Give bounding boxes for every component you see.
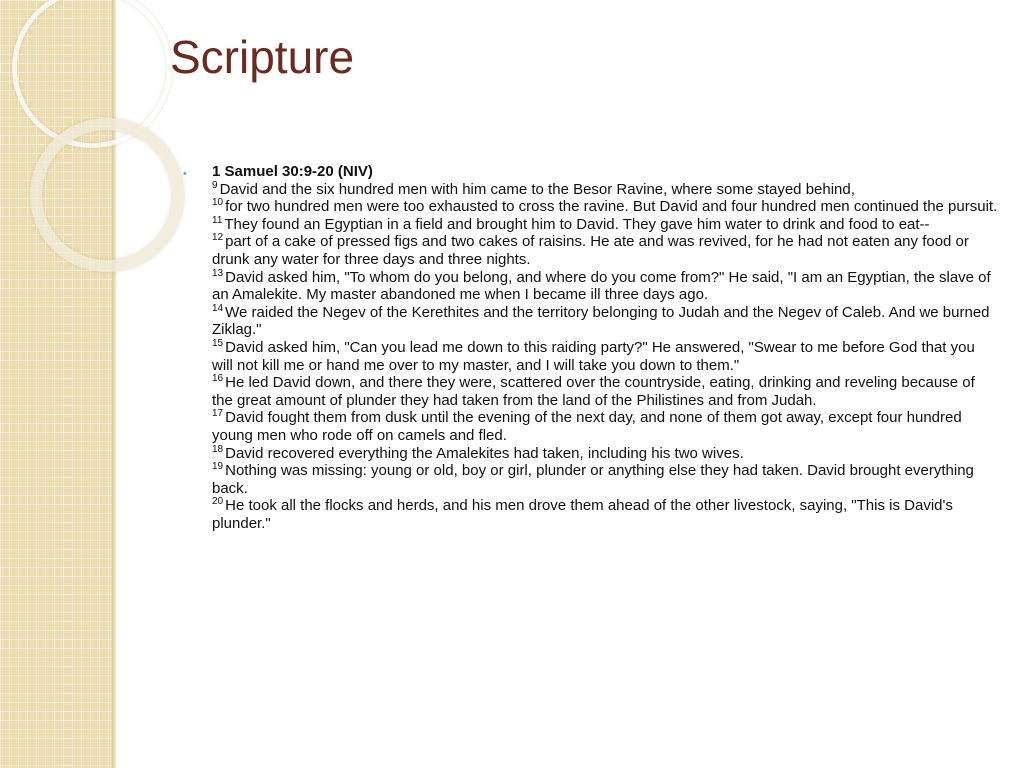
verse-text: David fought them from dusk until the evening of the next day, and none of them got away, except four hundred young men who rode off on camels and fled. [212, 409, 962, 444]
bullet-icon: • [183, 168, 187, 180]
scripture-body [212, 163, 998, 532]
verse-number: 10 [212, 197, 224, 209]
verse-number: 15 [212, 337, 224, 349]
verse-number: 14 [212, 302, 224, 314]
verse-number: 16 [212, 373, 224, 385]
verse-text: He took all the flocks and herds, and his men drove them ahead of the other livestock, saying, "This is David's plunder." [212, 497, 953, 532]
verse-number: 13 [212, 267, 224, 279]
verse-line [212, 233, 998, 268]
verse-line [212, 339, 998, 374]
verse-text: They found an Egyptian in a field and brought him to David. They gave him water to drink and food to eat-- [224, 215, 930, 233]
verse-number: 11 [212, 214, 223, 226]
verse-line [212, 304, 998, 339]
verse-text: part of a cake of pressed figs and two cakes of raisins. He ate and was revived, for he had not eaten any food or drunk any water for three days and three nights. [212, 233, 969, 268]
verse-line [212, 409, 998, 444]
verse-line [212, 462, 998, 497]
scripture-content [183, 163, 998, 532]
verse-number: 19 [212, 461, 224, 473]
verse-line [212, 445, 998, 463]
verse-text: David and the six hundred men with him came to the Besor Ravine, where some stayed behind, [219, 180, 855, 198]
verse-text: He led David down, and there they were, scattered over the countryside, eating, drinking and reveling because of the great amount of plunder they had taken from the land of the Philistines and from Judah. [212, 374, 975, 409]
verse-number: 12 [212, 232, 224, 244]
verse-number: 17 [212, 408, 224, 420]
verse-text: We raided the Negev of the Kerethites and the territory belonging to Judah and the Negev of Caleb. And we burned Ziklag." [212, 303, 990, 339]
verse-number: 9 [212, 179, 218, 191]
verse-line [212, 198, 998, 216]
verse-text: David recovered everything the Amalekites had taken, including his two wives. [225, 444, 744, 462]
verse-number: 18 [212, 443, 224, 455]
verse-text: David asked him, "Can you lead me down to this raiding party?" He answered, "Swear to me before God that you will not kill me or hand me over to my master, and I will take you down to them." [212, 338, 975, 374]
verse-text: Nothing was missing: young or old, boy or girl, plunder or anything else they had taken. David brought everything back. [212, 462, 974, 497]
verse-list [212, 181, 998, 533]
slide-title: Scripture [170, 31, 355, 83]
scripture-reference: 1 Samuel 30:9-20 (NIV) [212, 163, 373, 180]
verse-line [212, 216, 998, 234]
verse-line [212, 497, 998, 532]
verse-number: 20 [212, 496, 224, 508]
verse-line [212, 374, 998, 409]
verse-text: David asked him, "To whom do you belong, and where do you come from?" He said, "I am an Egyptian, the slave of an Amalekite. My master abandoned me when I became ill three days ago. [212, 268, 991, 304]
verse-text: for two hundred men were too exhausted to cross the ravine. But David and four hundred men continued the pursuit. [225, 198, 998, 216]
verse-line [212, 181, 998, 199]
verse-line [212, 269, 998, 304]
decorative-ring-middle [30, 118, 184, 272]
